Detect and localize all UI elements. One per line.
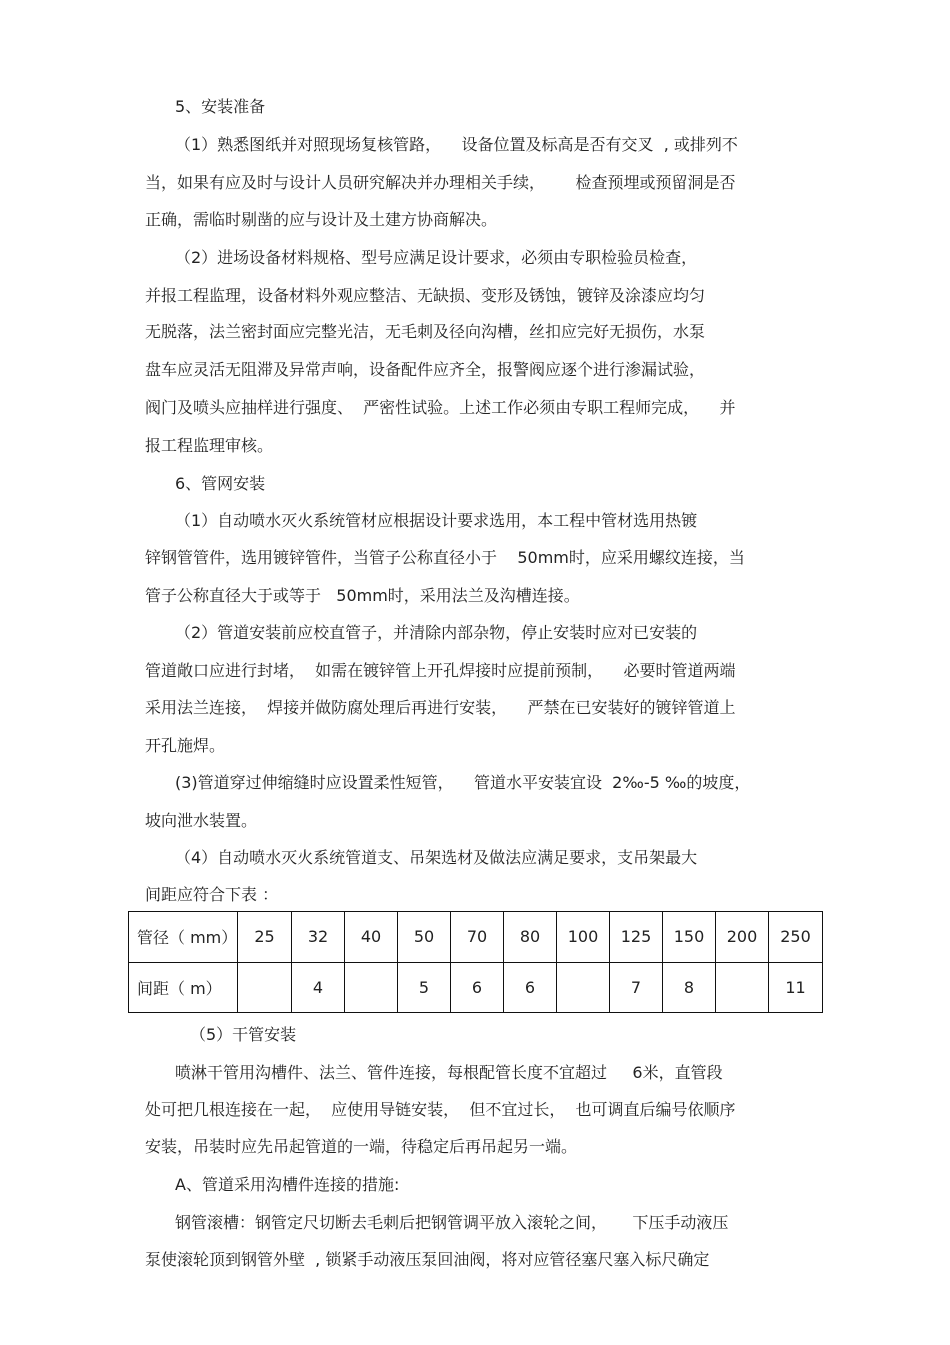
paragraph-line: 并报工程监理，设备材料外观应整洁、无缺损、变形及锈蚀，镀锌及涂漆应均匀 — [145, 286, 706, 305]
paragraph-line: （2）进场设备材料规格、型号应满足设计要求，必须由专职检验员检查， — [175, 248, 698, 267]
paragraph-line: （4）自动喷水灭火系统管道支、吊架选材及做法应满足要求，支吊架最大 — [175, 848, 698, 867]
paragraph-line: 采用法兰连接， 焊接并做防腐处理后再进行安装， 严禁在已安装好的镀锌管道上 — [145, 698, 736, 717]
table-cell: 125 — [610, 912, 663, 963]
support-spacing-table — [128, 911, 823, 1013]
table-cell — [716, 962, 769, 1013]
table-cell: 6 — [504, 962, 557, 1013]
paragraph-line: 盘车应灵活无阻滞及异常声响，设备配件应齐全，报警阀应逐个进行渗漏试验， — [145, 360, 706, 379]
paragraph-line: 开孔施焊。 — [145, 736, 226, 755]
table-cell: 6 — [451, 962, 504, 1013]
paragraph-line: 阀门及喷头应抽样进行强度、 严密性试验。上述工作必须由专职工程师完成， 并 — [145, 398, 736, 417]
table-cell: 70 — [451, 912, 504, 963]
table-cell: 100 — [557, 912, 610, 963]
paragraph-line: 处可把几根连接在一起， 应使用导链安装， 但不宜过长， 也可调直后编号依顺序 — [145, 1100, 736, 1119]
row-header-spacing: 间距（ m） — [129, 962, 238, 1013]
paragraph-line: 报工程监理审核。 — [145, 436, 274, 455]
section-6-heading: 6、管网安装 — [175, 474, 266, 493]
subsection-a-heading: A、管道采用沟槽件连接的措施: — [175, 1175, 400, 1194]
table-cell: 11 — [769, 962, 823, 1013]
table-row-spacing — [129, 962, 823, 1013]
section-5-heading: 5、安装准备 — [175, 97, 266, 116]
paragraph-line: （2）管道安装前应校直管子，并清除内部杂物，停止安装时应对已安装的 — [175, 623, 698, 642]
paragraph-line: 无脱落，法兰密封面应完整光洁，无毛刺及径向沟槽，丝扣应完好无损伤，水泵 — [145, 322, 706, 341]
table-cell — [238, 962, 292, 1013]
table-cell: 80 — [504, 912, 557, 963]
paragraph-line: （1）熟悉图纸并对照现场复核管路， 设备位置及标高是否有交叉 , 或排列不 — [175, 135, 738, 154]
paragraph-line: （1）自动喷水灭火系统管材应根据设计要求选用，本工程中管材选用热镀 — [175, 511, 698, 530]
table-cell: 7 — [610, 962, 663, 1013]
paragraph-line: 间距应符合下表 ： — [145, 885, 279, 904]
paragraph-line: 当，如果有应及时与设计人员研究解决并办理相关手续， 检查预埋或预留洞是否 — [145, 173, 736, 192]
paragraph-line: 安装，吊装时应先吊起管道的一端，待稳定后再吊起另一端。 — [145, 1137, 578, 1156]
paragraph-line: 泵使滚轮顶到钢管外壁 , 锁紧手动液压泵回油阀，将对应管径塞尺塞入标尺确定 — [145, 1250, 710, 1269]
paragraph-line: 管道敞口应进行封堵， 如需在镀锌管上开孔焊接时应提前预制， 必要时管道两端 — [145, 661, 736, 680]
table-cell: 40 — [345, 912, 398, 963]
table-cell: 4 — [292, 962, 345, 1013]
subsection-heading: （5）干管安装 — [190, 1025, 297, 1044]
table-cell: 5 — [398, 962, 451, 1013]
row-header-diameter: 管径（ mm） — [129, 912, 238, 963]
table-cell: 150 — [663, 912, 716, 963]
table-cell — [345, 962, 398, 1013]
table-cell: 50 — [398, 912, 451, 963]
table-cell — [557, 962, 610, 1013]
paragraph-line: (3)管道穿过伸缩缝时应设置柔性短管， 管道水平安装宜设 2‰-5 ‰的坡度， — [175, 773, 751, 792]
table-cell: 8 — [663, 962, 716, 1013]
paragraph-line: 钢管滚槽：钢管定尺切断去毛刺后把钢管调平放入滚轮之间， 下压手动液压 — [175, 1213, 729, 1232]
table-cell: 25 — [238, 912, 292, 963]
table-cell: 250 — [769, 912, 823, 963]
paragraph-line: 坡向泄水装置。 — [145, 811, 258, 830]
table-cell: 32 — [292, 912, 345, 963]
paragraph-line: 管子公称直径大于或等于 50mm时，采用法兰及沟槽连接。 — [145, 586, 580, 605]
paragraph-line: 喷淋干管用沟槽件、法兰、管件连接，每根配管长度不宜超过 6米，直管段 — [175, 1063, 723, 1082]
table-row-diameter — [129, 912, 823, 963]
paragraph-line: 正确，需临时剔凿的应与设计及土建方协商解决。 — [145, 210, 498, 229]
table-cell: 200 — [716, 912, 769, 963]
paragraph-line: 锌钢管管件，选用镀锌管件，当管子公称直径小于 50mm时，应采用螺纹连接，当 — [145, 548, 745, 567]
